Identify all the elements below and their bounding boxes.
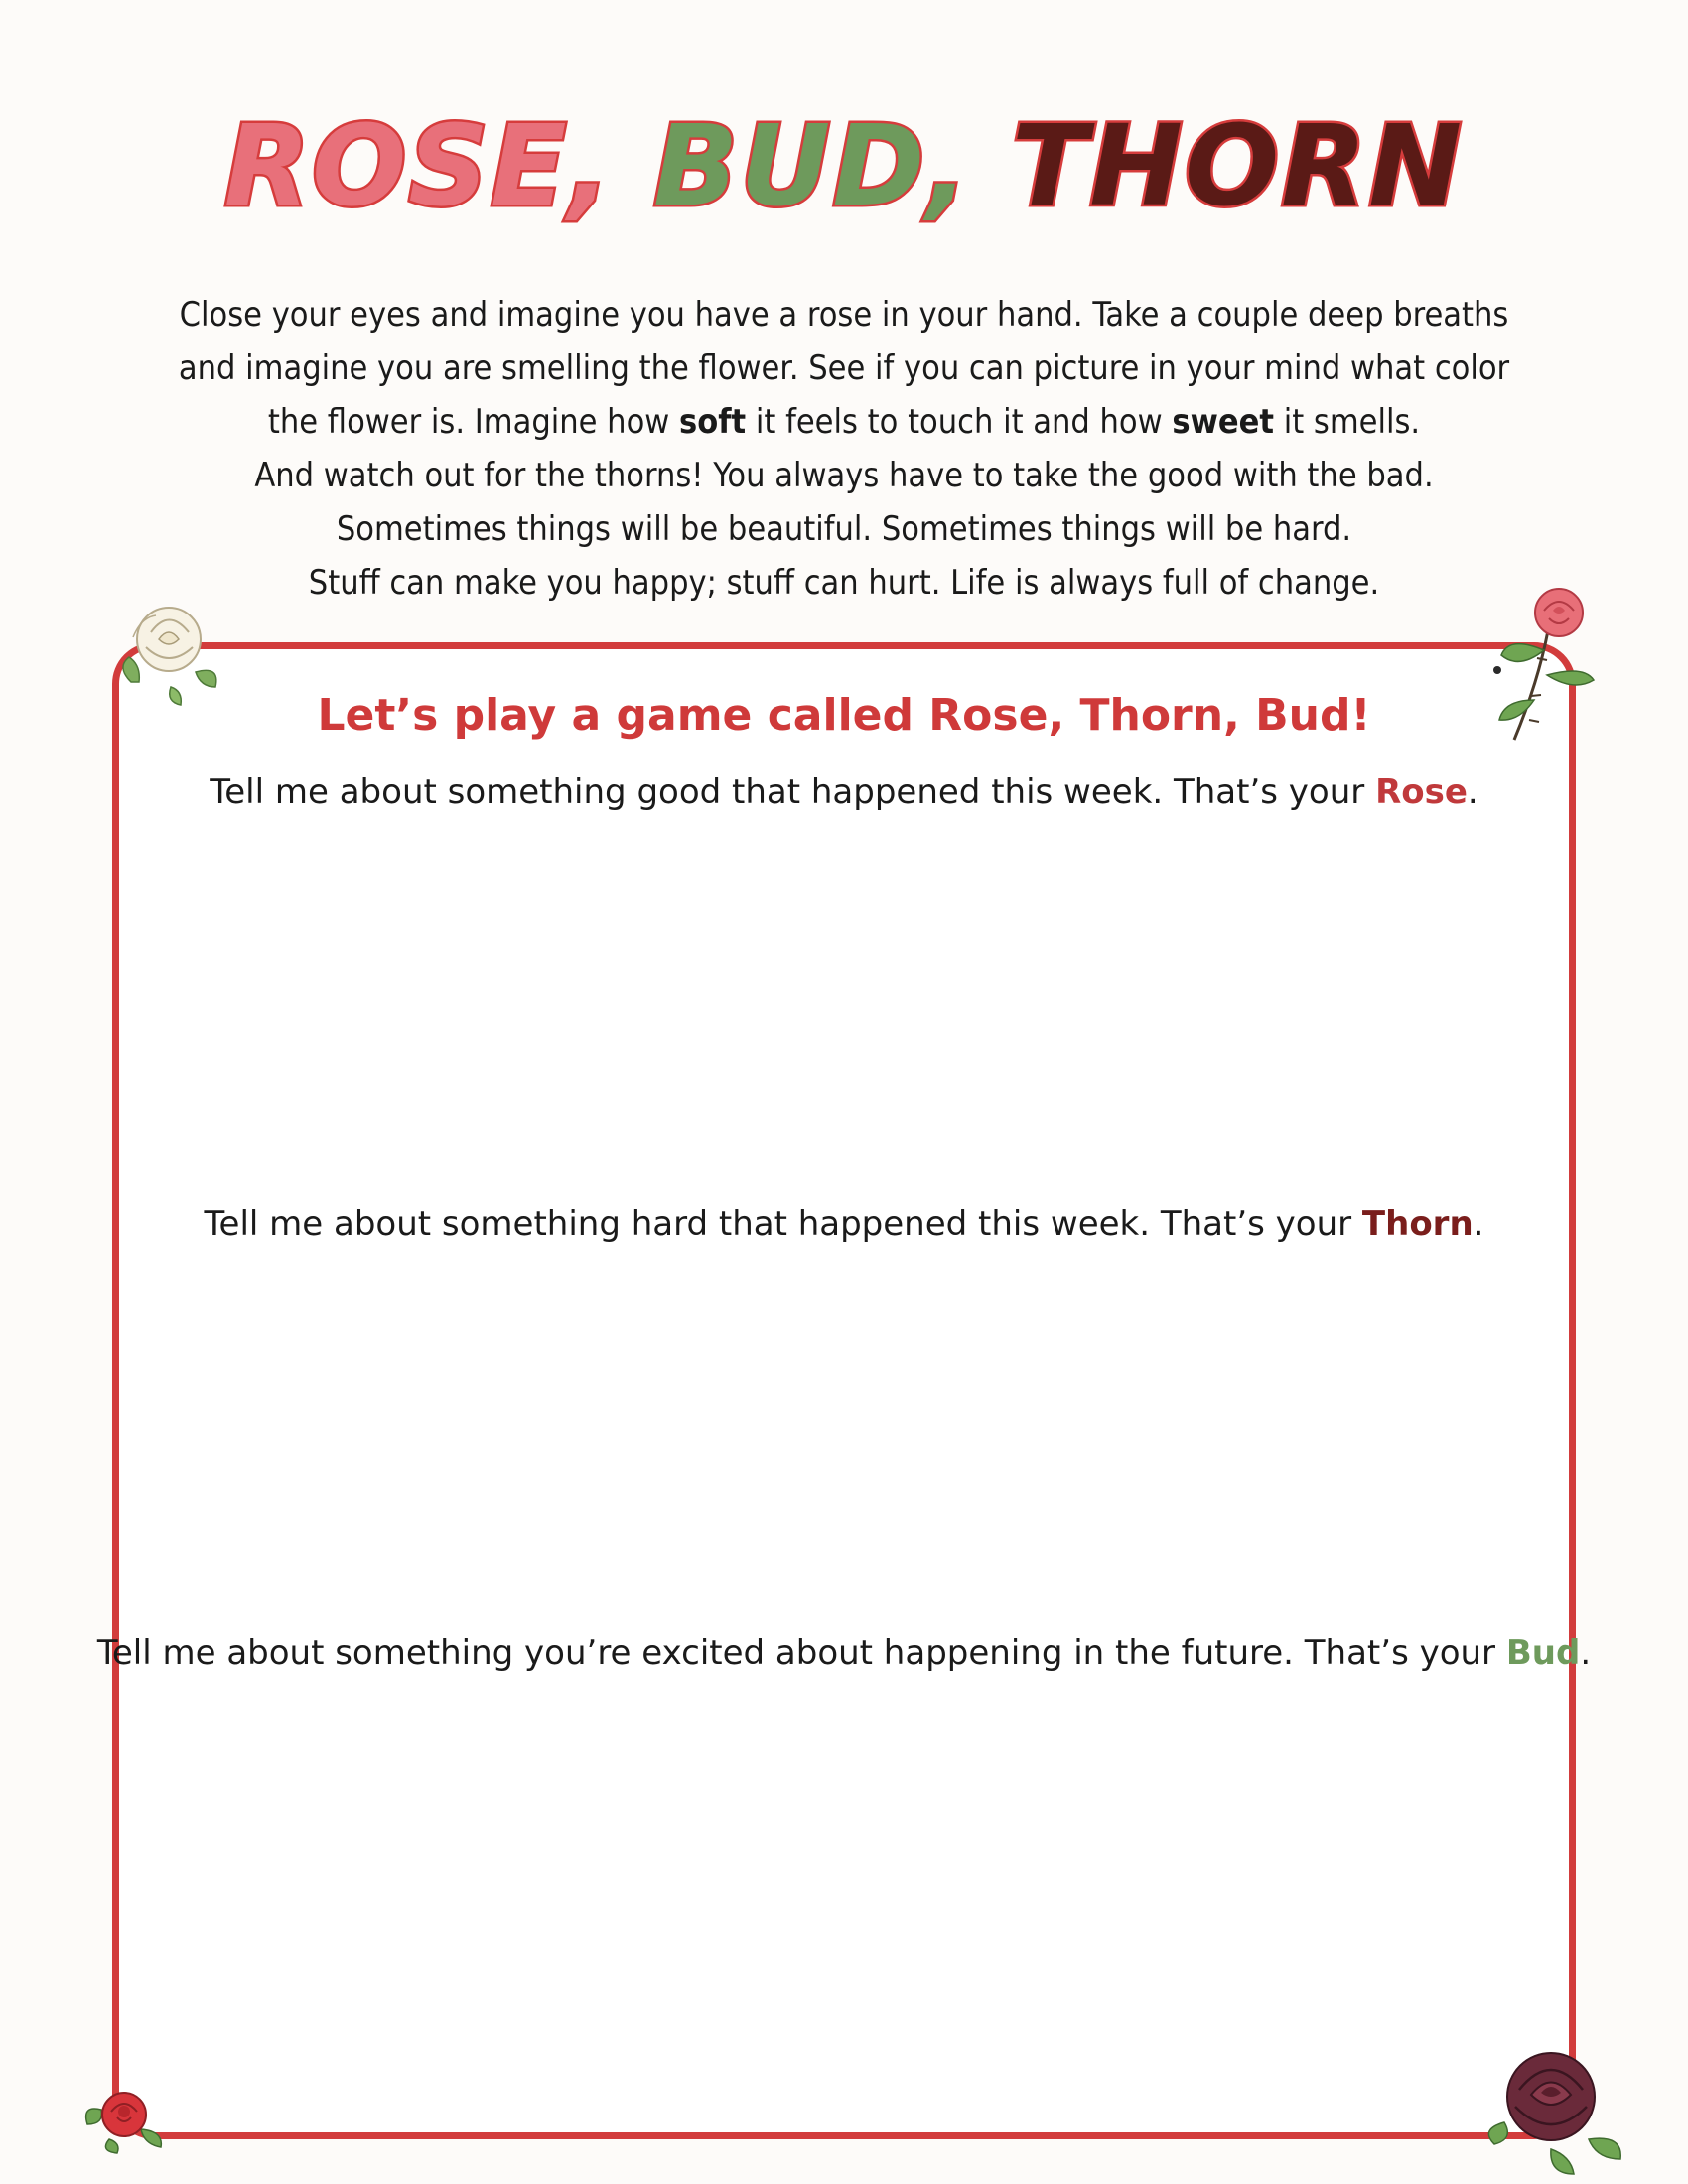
thorn-keyword: Thorn xyxy=(1361,1204,1474,1244)
intro-line-1: Close your eyes and imagine you have a rose in your hand. Take a couple deep breaths xyxy=(179,295,1509,335)
thorn-period: . xyxy=(1473,1204,1484,1244)
thorn-prompt xyxy=(0,1204,1688,1244)
intro-line-3e: it smells. xyxy=(1273,402,1421,442)
bud-prompt xyxy=(0,1633,1688,1673)
rose-keyword: Rose xyxy=(1375,772,1468,812)
bud-keyword: Bud xyxy=(1505,1633,1581,1673)
pink-rose-stem-icon xyxy=(1489,581,1618,754)
title-bud: BUD xyxy=(653,102,927,231)
intro-paragraph xyxy=(99,288,1589,610)
rose-period: . xyxy=(1467,772,1478,812)
rose-prompt-text: Tell me about something good that happened this week. That’s your xyxy=(210,772,1376,812)
game-heading: Let’s play a game called Rose, Thorn, Bud! xyxy=(317,690,1371,741)
title-comma-2: , xyxy=(926,102,971,231)
intro-line-3 xyxy=(99,395,1589,449)
red-rose-icon xyxy=(79,2070,169,2154)
bud-prompt-text: Tell me about something you’re excited about happening in the future. That’s your xyxy=(96,1633,1506,1673)
white-rose-icon xyxy=(111,588,230,707)
rose-prompt xyxy=(0,772,1688,812)
intro-line-5: Sometimes things will be beautiful. Sometimes things will be hard. xyxy=(336,509,1352,549)
page-title xyxy=(0,102,1688,231)
thorn-prompt-text: Tell me about something hard that happened this week. That’s your xyxy=(204,1204,1362,1244)
word-sweet: sweet xyxy=(1172,402,1274,442)
activity-frame xyxy=(112,642,1576,2139)
title-thorn: THORN xyxy=(1011,102,1465,231)
word-soft: soft xyxy=(679,402,747,442)
intro-line-4: And watch out for the thorns! You always have to take the good with the bad. xyxy=(254,456,1434,495)
title-comma-1: , xyxy=(568,102,613,231)
intro-line-2: and imagine you are smelling the flower. See if you can picture in your mind what color xyxy=(178,348,1510,388)
bud-period: . xyxy=(1580,1633,1592,1673)
title-rose: ROSE xyxy=(223,102,569,231)
intro-line-6: Stuff can make you happy; stuff can hurt. Life is always full of change. xyxy=(308,563,1380,603)
intro-line-3a: the flower is. Imagine how xyxy=(267,402,680,442)
intro-line-3c: it feels to touch it and how xyxy=(746,402,1173,442)
dark-rose-icon xyxy=(1479,2035,1628,2179)
